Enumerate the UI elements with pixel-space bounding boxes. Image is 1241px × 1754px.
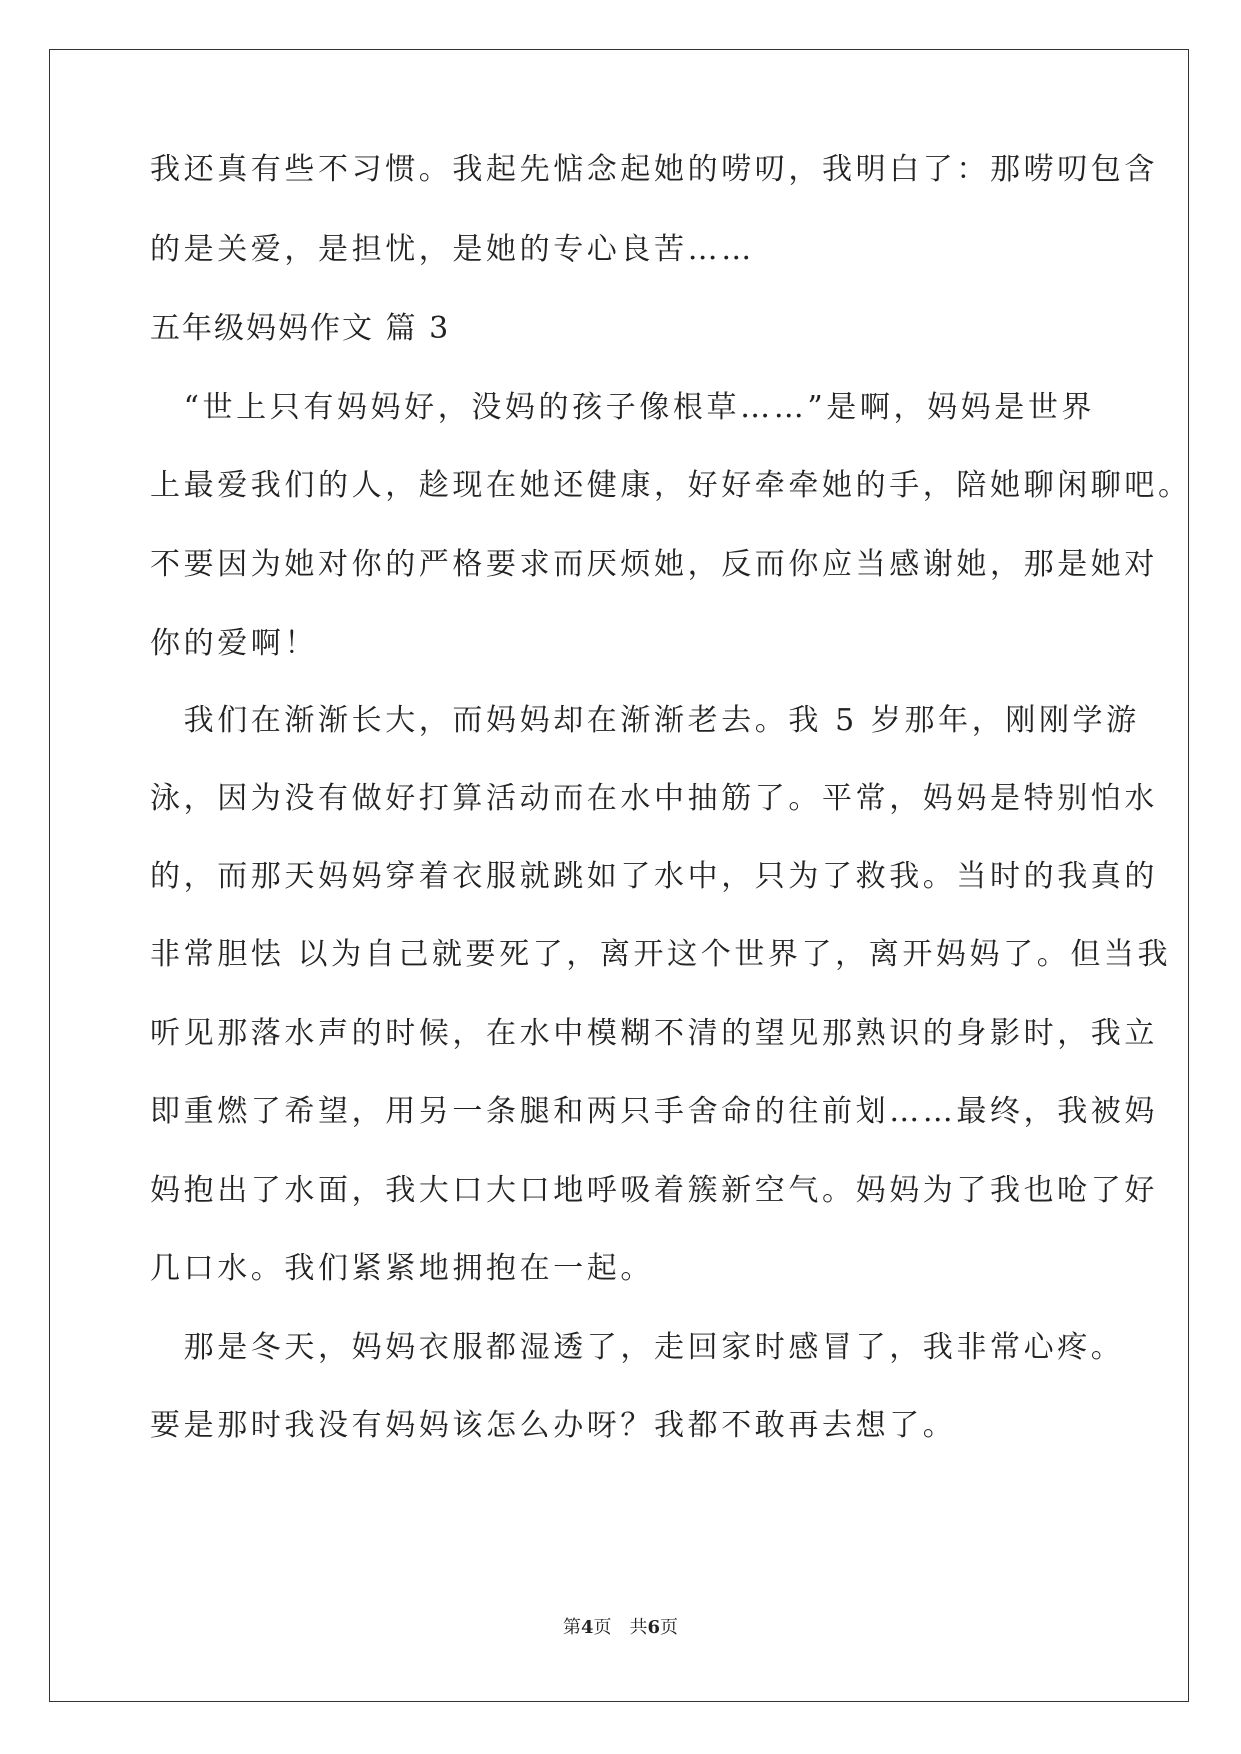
text-line: “世上只有妈妈好，没妈的孩子像根草……”是啊，妈妈是世界 bbox=[150, 390, 1096, 425]
footer-current-page: 4 bbox=[580, 1617, 594, 1638]
text-line: 我们在渐渐长大，而妈妈却在渐渐老去。我 5 岁那年，刚刚学游 bbox=[150, 703, 1140, 738]
footer-middle: 页 共 bbox=[593, 1617, 648, 1638]
footer-suffix: 页 bbox=[660, 1617, 679, 1638]
text-line: 非常胆怯 以为自己就要死了，离开这个世界了，离开妈妈了。但当我 bbox=[150, 937, 1172, 972]
text-line: 泳，因为没有做好打算活动而在水中抽筋了。平常，妈妈是特别怕水 bbox=[150, 781, 1158, 816]
text-line: 上最爱我们的人，趁现在她还健康，好好牵牵她的手，陪她聊闲聊吧。 bbox=[150, 468, 1192, 503]
text-line: 听见那落水声的时候，在水中模糊不清的望见那熟识的身影时，我立 bbox=[150, 1016, 1158, 1051]
text-line: 要是那时我没有妈妈该怎么办呀？我都不敢再去想了。 bbox=[150, 1408, 957, 1443]
section-heading: 五年级妈妈作文 篇 3 bbox=[150, 311, 451, 346]
text-line: 我还真有些不习惯。我起先惦念起她的唠叨，我明白了：那唠叨包含 bbox=[150, 152, 1158, 187]
text-line: 你的爱啊！ bbox=[150, 626, 318, 661]
text-line: 几口水。我们紧紧地拥抱在一起。 bbox=[150, 1251, 654, 1286]
text-line: 即重燃了希望，用另一条腿和两只手舍命的往前划……最终，我被妈 bbox=[150, 1094, 1158, 1129]
text-line: 不要因为她对你的严格要求而厌烦她，反而你应当感谢她，那是她对 bbox=[150, 547, 1158, 582]
text-line: 的，而那天妈妈穿着衣服就跳如了水中，只为了救我。当时的我真的 bbox=[150, 859, 1158, 894]
text-line: 妈抱出了水面，我大口大口地呼吸着簇新空气。妈妈为了我也呛了好 bbox=[150, 1173, 1158, 1208]
page-footer bbox=[0, 1616, 1241, 1640]
footer-prefix: 第 bbox=[562, 1617, 581, 1638]
footer-total-pages: 6 bbox=[647, 1617, 661, 1638]
text-line: 的是关爱，是担忧，是她的专心良苦…… bbox=[150, 232, 755, 267]
text-line: 那是冬天，妈妈衣服都湿透了，走回家时感冒了，我非常心疼。 bbox=[150, 1330, 1125, 1365]
